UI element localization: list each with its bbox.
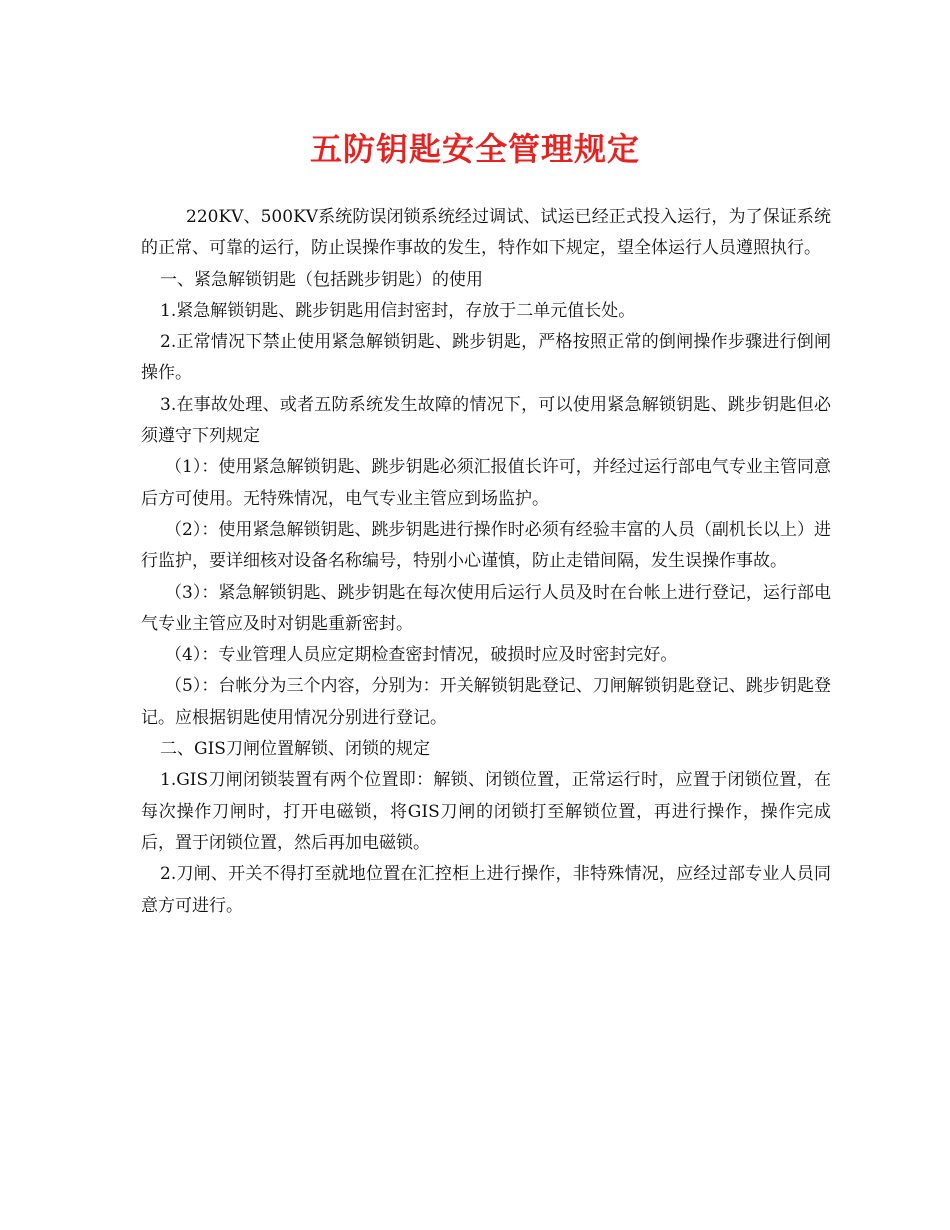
document-body <box>141 202 831 922</box>
section-1-item-3: 3.在事故处理、或者五防系统发生故障的情况下，可以使用紧急解锁钥匙、跳步钥匙但必须遵守下列规定 <box>141 394 831 447</box>
section-1-sub-4: （4）：专业管理人员应定期检查密封情况，破损时应及时密封完好。 <box>165 645 678 666</box>
section-2-heading: 二、GIS刀闸位置解锁、闭锁的规定 <box>160 739 430 760</box>
section-1-sub-2: （2）：使用紧急解锁钥匙、跳步钥匙进行操作时必须有经验丰富的人员（副机长以上）进行监护，要详细核对设备名称编号，特别小心谨慎，防止走错间隔，发生误操作事故。 <box>141 519 831 572</box>
document-title: 五防钥匙安全管理规定 <box>309 130 640 168</box>
intro-paragraph: 220KV、500KV系统防误闭锁系统经过调试、试运已经正式投入运行，为了保证系统的正常、可靠的运行，防止误操作事故的发生，特作如下规定，望全体运行人员遵照执行。 <box>141 207 831 259</box>
section-1-sub-3: （3）：紧急解锁钥匙、跳步钥匙在每次使用后运行人员及时在台帐上进行登记，运行部电气专业主管应及时对钥匙重新密封。 <box>141 582 831 634</box>
section-2-item-1: 1.GIS刀闸闭锁装置有两个位置即：解锁、闭锁位置，正常运行时，应置于闭锁位置，在每次操作刀闸时，打开电磁锁，将GIS刀闸的闭锁打至解锁位置，再进行操作，操作完成后，置于闭锁位置，然后再加电磁锁。 <box>141 770 831 853</box>
section-1-sub-5: （5）：台帐分为三个内容，分别为：开关解锁钥匙登记、刀闸解锁钥匙登记、跳步钥匙登记。应根据钥匙使用情况分别进行登记。 <box>141 676 831 728</box>
section-1-heading: 一、紧急解锁钥匙（包括跳步钥匙）的使用 <box>160 269 483 290</box>
section-1-item-1: 1.紧急解锁钥匙、跳步钥匙用信封密封，存放于二单元值长处。 <box>160 300 636 321</box>
section-1-sub-1: （1）：使用紧急解锁钥匙、跳步钥匙必须汇报值长许可，并经过运行部电气专业主管同意后方可使用。无特殊情况，电气专业主管应到场监护。 <box>141 457 831 509</box>
section-2-item-2: 2.刀闸、开关不得打至就地位置在汇控柜上进行操作，非特殊情况，应经过部专业人员同意方可进行。 <box>141 864 831 916</box>
section-1-item-2: 2.正常情况下禁止使用紧急解锁钥匙、跳步钥匙，严格按照正常的倒闸操作步骤进行倒闸操作。 <box>141 332 831 384</box>
